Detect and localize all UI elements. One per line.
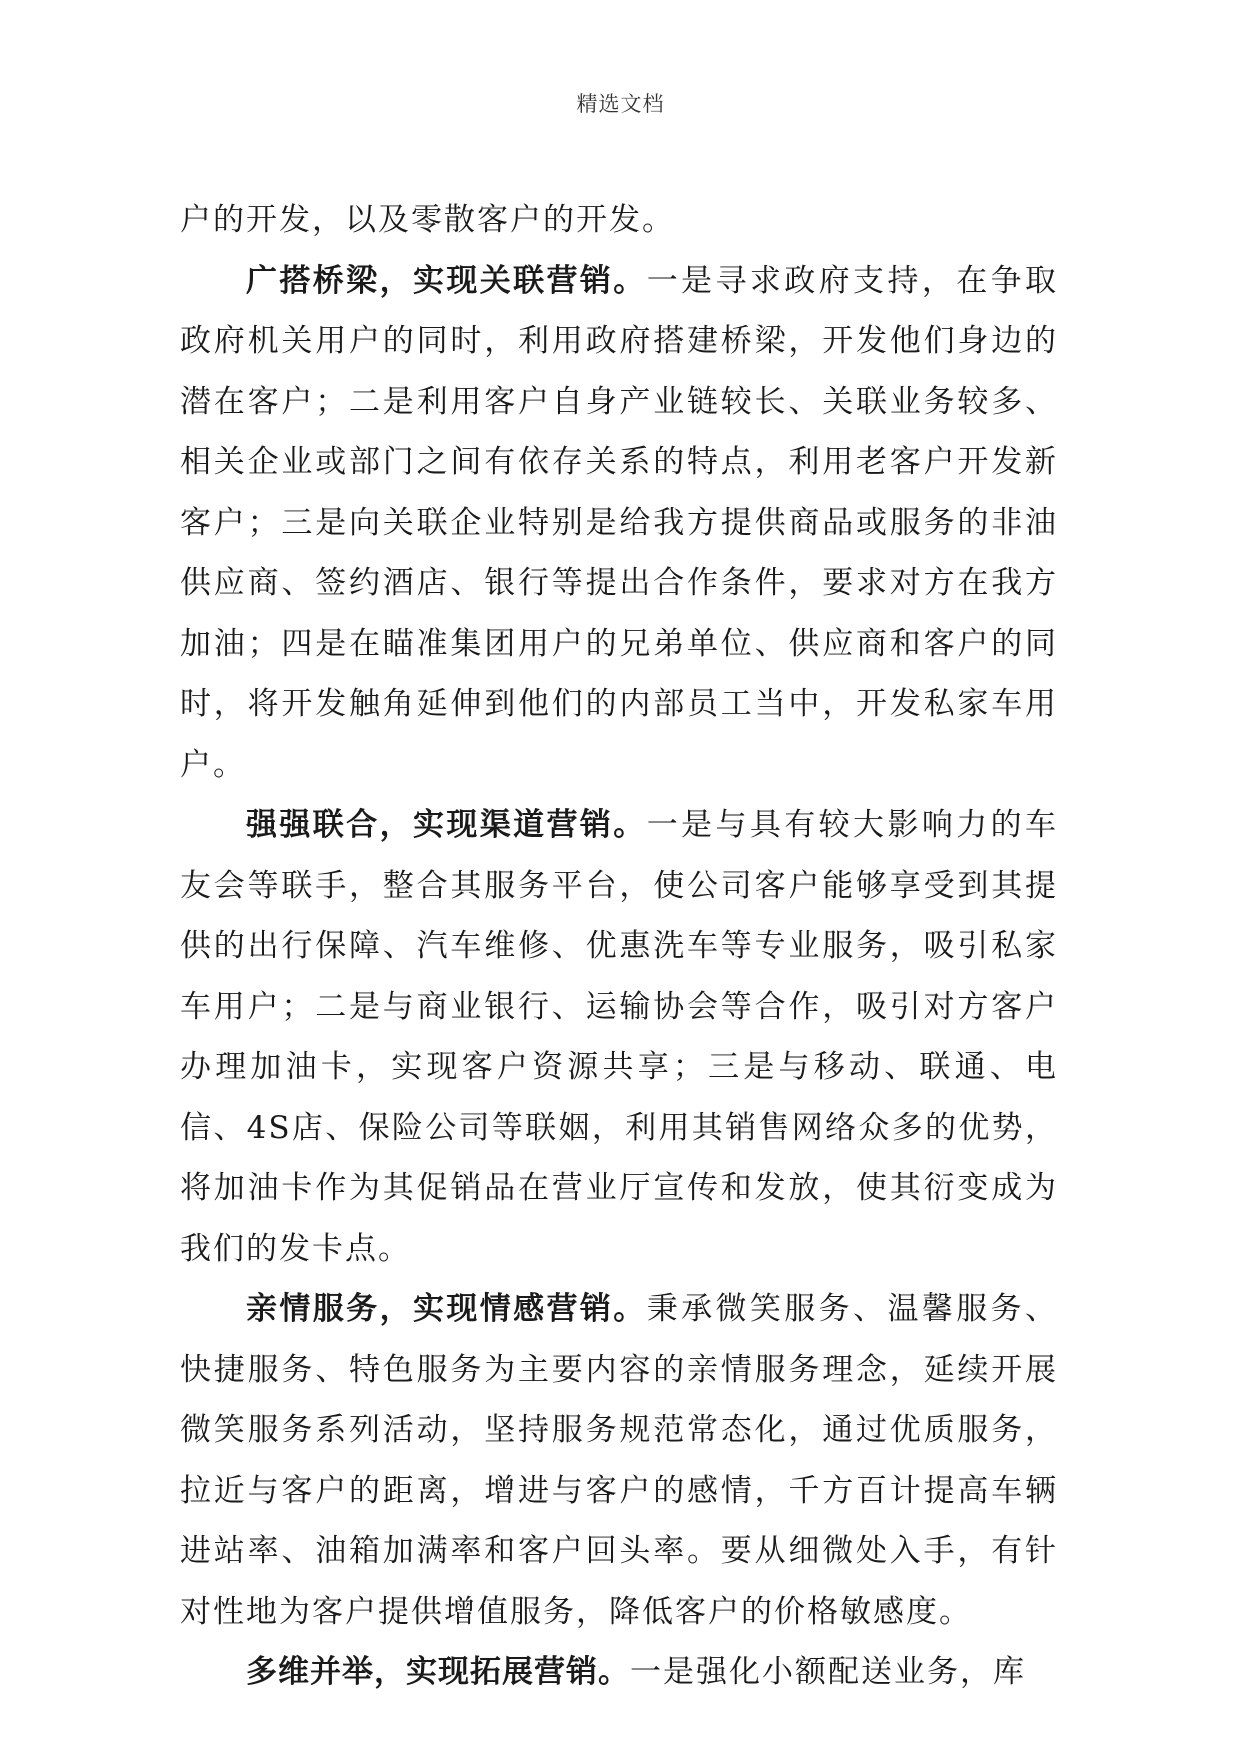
paragraph-channel-marketing: [180, 795, 1058, 1279]
paragraph-text: 户的开发，以及零散客户的开发。: [180, 202, 675, 238]
paragraph-heading: 强强联合，实现渠道营销。: [246, 807, 647, 843]
paragraph-heading: 广搭桥梁，实现关联营销。: [246, 262, 647, 299]
paragraph-emotional-marketing: [180, 1279, 1058, 1642]
paragraph-text: 秉承微笑服务、温馨服务、快捷服务、特色服务为主要内容的亲情服务理念，延续开展微笑服务系列活动，坚持服务规范常态化，通过优质服务，拉近与客户的距离，增进与客户的感情，千方百计提高车辆进站率、油箱加满率和客户回头率。要从细微处入手，有针对性地为客户提供增值服务，降低客户的价格敏感度。: [180, 1291, 1059, 1630]
page-header: 精选文档: [576, 92, 665, 116]
document-body: [180, 190, 1058, 1703]
paragraph-bridge-marketing: [180, 251, 1058, 796]
paragraph-heading: 亲情服务，实现情感营销。: [246, 1291, 647, 1327]
paragraph-continuation: [180, 190, 1058, 251]
paragraph-text: 一是与具有较大影响力的车友会等联手，整合其服务平台，使公司客户能够享受到其提供的出行保障、汽车维修、优惠洗车等专业服务，吸引私家车用户；二是与商业银行、运输协会等合作，吸引对方客户办理加油卡，实现客户资源共享；三是与移动、联通、电信、4S店、保险公司等联姻，利用其销售网络众多的优势，将加油卡作为其促销品在营业厅宣传和发放，使其衍变成为我们的发卡点。: [180, 807, 1059, 1267]
paragraph-expansion-marketing: [180, 1642, 1058, 1703]
paragraph-heading: 多维并举，实现拓展营销。: [246, 1654, 630, 1690]
paragraph-text: 一是寻求政府支持，在争取政府机关用户的同时，利用政府搭建桥梁，开发他们身边的潜在客户；二是利用客户自身产业链较长、关联业务较多、相关企业或部门之间有依存关系的特点，利用老客户开发新客户；三是向关联企业特别是给我方提供商品或服务的非油供应商、签约酒店、银行等提出合作条件，要求对方在我方加油；四是在瞄准集团用户的兄弟单位、供应商和客户的同时，将开发触角延伸到他们的内部员工当中，开发私家车用户。: [180, 262, 1059, 783]
paragraph-text: 一是强化小额配送业务，库: [630, 1654, 1026, 1690]
